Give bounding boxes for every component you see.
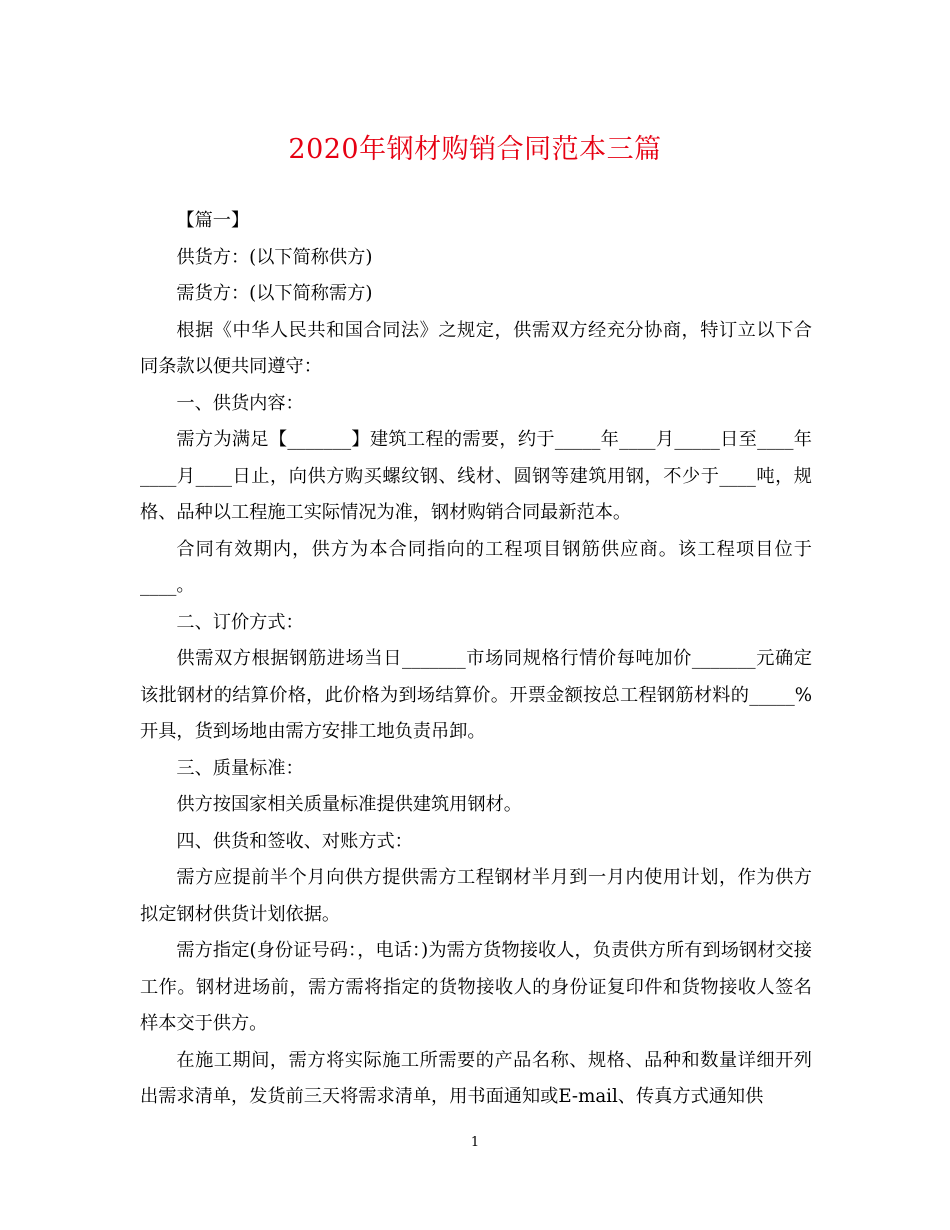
supplier-line: 供货方：(以下简称供方): [176, 246, 373, 268]
supply-content-paragraph: 需方为满足【_______】建筑工程的需要，约于_____年____月_____日至____年____月____日止，向供方购买螺纹钢、线材、圆钢等建筑用钢，不少于____吨，规格、品种以工程施工实际情况为准，钢材购销合同最新范本。: [140, 429, 812, 523]
section-heading-part-one: 【篇一】: [176, 210, 250, 231]
receiver-paragraph: 需方指定(身份证号码：，电话：)为需方货物接收人，负责供方所有到场钢材交接工作。钢材进场前，需方需将指定的货物接收人的身份证复印件和货物接收人签名样本交于供方。: [140, 940, 812, 1034]
pricing-paragraph: 供需双方根据钢筋进场当日_______市场同规格行情价每吨加价_______元确定该批钢材的结算价格，此价格为到场结算价。开票金额按总工程钢筋材料的_____%开具，货到场地由需方安排工地负责吊卸。: [140, 648, 812, 742]
page-number: 1: [470, 1135, 480, 1150]
delivery-plan-paragraph: 需方应提前半个月向供方提供需方工程钢材半月到一月内使用计划，作为供方拟定钢材供货计划依据。: [140, 867, 812, 925]
demand-list-paragraph: 在施工期间，需方将实际施工所需要的产品名称、规格、品种和数量详细开列出需求清单，发货前三天将需求清单，用书面通知或E-mail、传真方式通知供: [140, 1049, 812, 1107]
document-body: [140, 203, 812, 1116]
contract-preamble: 根据《中华人民共和国合同法》之规定，供需双方经充分协商，特订立以下合同条款以便共同遵守：: [140, 319, 812, 377]
clause-heading-delivery: 四、供货和签收、对账方式：: [176, 830, 413, 852]
clause-heading-supply-content: 一、供货内容：: [176, 392, 304, 414]
validity-paragraph: 合同有效期内，供方为本合同指向的工程项目钢筋供应商。该工程项目位于____。: [140, 538, 812, 596]
quality-paragraph: 供方按国家相关质量标准提供建筑用钢材。: [176, 794, 522, 815]
clause-heading-pricing: 二、订价方式：: [176, 611, 304, 633]
buyer-line: 需货方：(以下简称需方): [176, 283, 373, 304]
clause-heading-quality: 三、质量标准：: [176, 757, 304, 779]
document-title: 2020年钢材购销合同范本三篇: [288, 134, 662, 165]
